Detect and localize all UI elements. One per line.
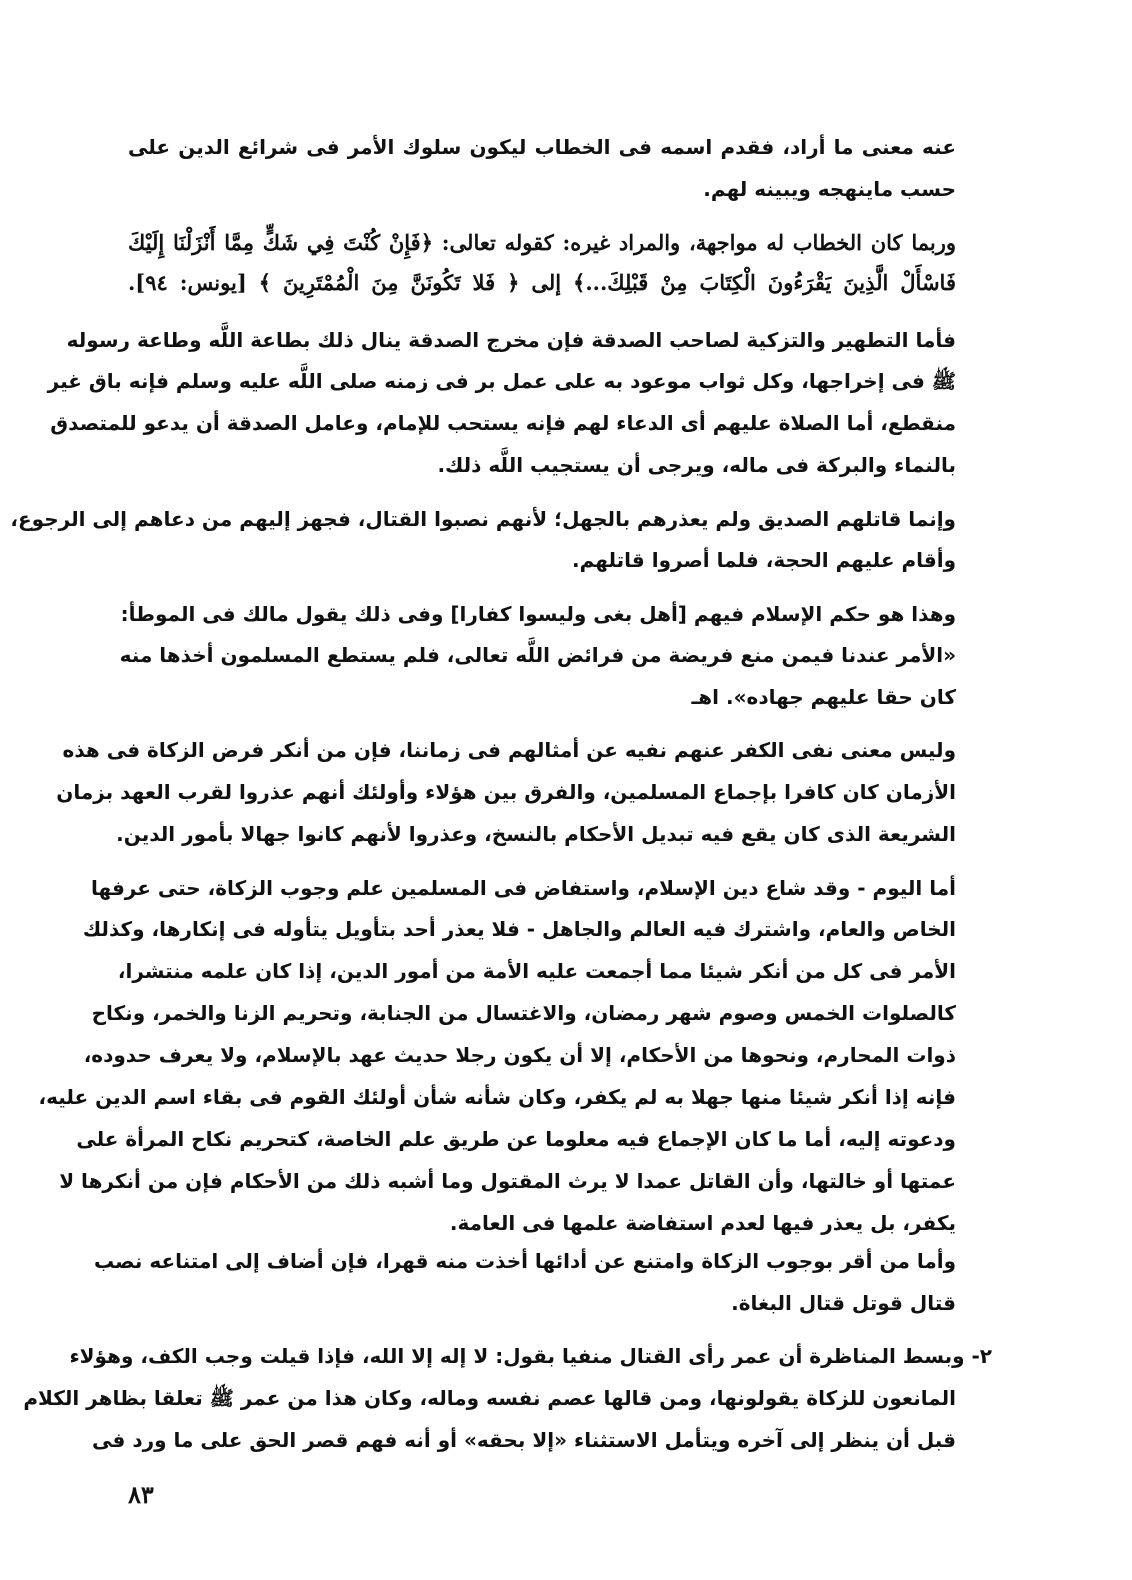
paragraph-4-line-1: وإنما قاتلهم الصديق ولم يعذرهم بالجهل؛ لأنهم نصبوا القتال، فجهز إليهم من دعاهم إلى الرجوع،: [10, 507, 956, 531]
paragraph-6-line-2: الأزمان كان كافرا بإجماع المسلمين، والفرق بين هؤلاء وأولئك أنهم عذروا لقرب العهد بزمان: [56, 780, 956, 804]
numbered-item-2-line-3: قبل أن ينظر إلى آخره ويتأمل الاستثناء «إلا بحقه» أو أنه فهم قصر الحق على ما ورد فى: [92, 1428, 956, 1452]
paragraph-2-line-1: وربما كان الخطاب له مواجهة، والمراد غيره: كقوله تعالى: ﴿فَإِنْ كُنْتَ فِي شَكٍّ مِمَّا أَنْزَلْنَا إِلَيْكَ: [128, 230, 956, 255]
paragraph-6-line-1: وليس معنى نفى الكفر عنهم نفيه عن أمثالهم فى زماننا، فإن من أنكر فرض الزكاة فى هذه: [62, 738, 956, 762]
paragraph-5-line-2: «الأمر عندنا فيمن منع فريضة من فرائض اللَّه تعالى، فلم يستطع المسلمون أخذها منه: [119, 643, 956, 667]
paragraph-7-line-4: كالصلوات الخمس وصوم شهر رمضان، والاغتسال من الجنابة، وتحريم الزنا والخمر، ونكاح: [91, 1001, 956, 1025]
paragraph-7-line-8: عمتها أو خالتها، وأن القاتل عمدا لا يرث المقتول وما أشبه ذلك من الأحكام فإن من أنكرها لا: [59, 1169, 956, 1193]
paragraph-5-line-3: كان حقا عليهم جهاده». اهـ: [691, 685, 956, 709]
paragraph-8-line-1: وأما من أقر بوجوب الزكاة وامتنع عن أدائها أخذت منه قهرا، فإن أضاف إلى امتناعه نصب: [93, 1249, 956, 1273]
paragraph-7-line-5: ذوات المحارم، ونحوها من الأحكام، إلا أن يكون رجلا حديث عهد بالإسلام، ولا يعرف حدوده،: [83, 1043, 956, 1067]
paragraph-7-line-3: الأمر فى كل من أنكر شيئا مما أجمعت عليه الأمة من أمور الدين، إذا كان علمه منتشرا،: [117, 959, 956, 983]
paragraph-7-line-2: الخاص والعام، واشترك فيه العالم والجاهل - فلا يعذر أحد بتأويل يتأوله فى إنكارها، وكذلك: [82, 917, 956, 941]
paragraph-3-line-3: منقطع، أما الصلاة عليهم أى الدعاء لهم فإنه يستحب للإمام، وعامل الصدقة أن يدعو للمتصدق: [50, 411, 956, 435]
paragraph-7-line-7: ودعوته إليه، أما ما كان الإجماع فيه معلوما عن طريق علم الخاصة، كتحريم نكاح المرأة على: [76, 1127, 956, 1151]
paragraph-1-line-1: عنه معنى ما أراد، فقدم اسمه فى الخطاب ليكون سلوك الأمر فى شرائع الدين على: [128, 135, 956, 159]
numbered-item-2-line-2: المانعون للزكاة يقولونها، ومن قالها عصم نفسه وماله، وكان هذا من عمر ﷺ تعلقا بظاهر الكلام: [23, 1386, 956, 1410]
paragraph-3-line-2: ﷺ فى إخراجها، وكل ثواب موعود به على عمل بر فى زمنه صلى اللَّه عليه وسلم فإنه باق غير: [47, 369, 956, 393]
page-number: ٨٣: [128, 1480, 154, 1509]
paragraph-8-line-2: قتال قوتل قتال البغاة.: [731, 1291, 956, 1315]
paragraph-6-line-3: الشريعة الذى كان يقع فيه تبديل الأحكام بالنسخ، وعذروا لأنهم كانوا جهالا بأمور الدين.: [116, 822, 956, 846]
paragraph-3-line-4: بالنماء والبركة فى ماله، ويرجى أن يستجيب اللَّه ذلك.: [437, 453, 956, 477]
paragraph-5-line-1: وهذا هو حكم الإسلام فيهم [أهل بغى وليسوا كفارا] وفى ذلك يقول مالك فى الموطأ:: [120, 602, 956, 626]
paragraph-2-line-2: فَاسْأَلْ الَّذِينَ يَقْرَءُونَ الْكِتَابَ مِنْ قَبْلِكَ...﴾ إلى ﴿ فَلا تَكُونَنَّ مِنَ الْمُمْتَرِينَ ﴾ [يونس: ٩٤].: [128, 270, 956, 295]
numbered-item-2-line-1: ٢- وبسط المناظرة أن عمر رأى القتال منفيا بقول: لا إله إلا الله، فإذا قيلت وجب الكف، وهؤلاء: [69, 1344, 992, 1368]
paragraph-7-line-1: أما اليوم - وقد شاع دين الإسلام، واستفاض فى المسلمين علم وجوب الزكاة، حتى عرفها: [91, 876, 956, 900]
paragraph-4-line-2: وأقام عليهم الحجة، فلما أصروا قاتلهم.: [571, 548, 956, 572]
paragraph-1-line-2: حسب ماينهجه ويبينه لهم.: [703, 177, 956, 201]
paragraph-7-line-6: فإنه إذا أنكر شيئا منها جهلا به لم يكفر، وكان شأنه شأن أولئك القوم فى بقاء اسم الدين عليه،: [38, 1085, 956, 1109]
paragraph-3-line-1: فأما التطهير والتزكية لصاحب الصدقة فإن مخرج الصدقة ينال ذلك بطاعة اللَّه وطاعة رسوله: [66, 328, 956, 352]
paragraph-7-line-9: يكفر، بل يعذر فيها لعدم استفاضة علمها فى العامة.: [449, 1211, 956, 1235]
